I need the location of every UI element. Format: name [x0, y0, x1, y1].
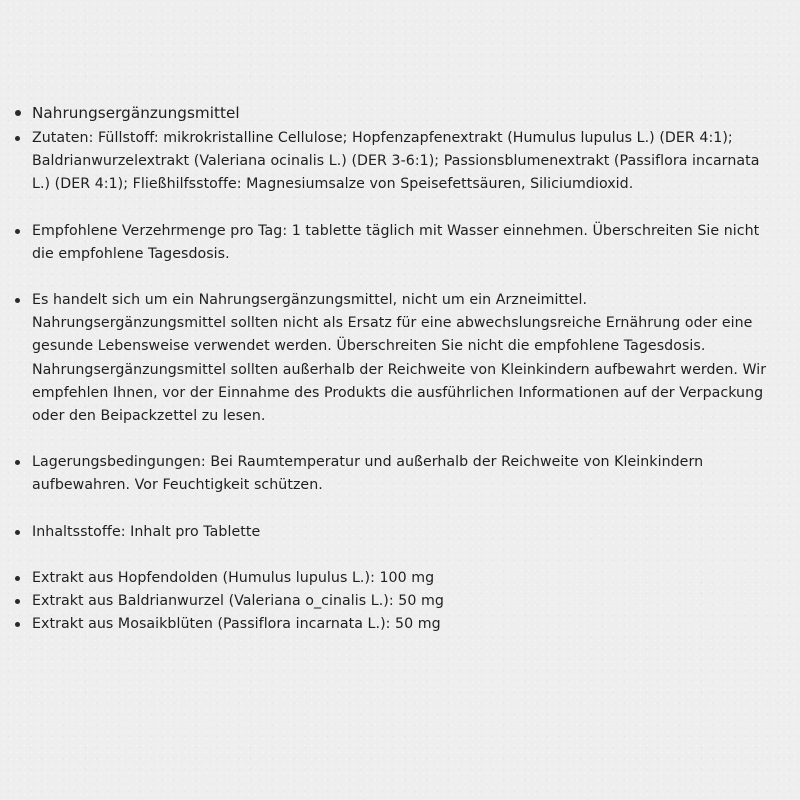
extract-item-valerian: Extrakt aus Baldrianwurzel (Valeriana o_cinalis L.): 50 mg: [12, 590, 780, 613]
extract-item-passionflower: Extrakt aus Mosaikblüten (Passiflora incarnata L.): 50 mg: [12, 613, 780, 636]
info-list: [12, 99, 780, 636]
heading-text: Nahrungsergänzungsmittel: [32, 104, 240, 122]
dosage-item: Empfohlene Verzehrmenge pro Tag: 1 tablette täglich mit Wasser einnehmen. Überschreiten Sie nicht die empfohlene Tagesdosis.: [12, 220, 780, 266]
storage-item: Lagerungsbedingungen: Bei Raumtemperatur und außerhalb der Reichweite von Kleinkindern aufbewahren. Vor Feuchtigkeit schützen.: [12, 451, 780, 497]
ingredients-item: Zutaten: Füllstoff: mikrokristalline Cellulose; Hopfenzapfenextrakt (Humulus lupulus L.) (DER 4:1); Baldrianwurzelextrakt (Valeriana ocinalis L.) (DER 3-6:1); Passionsblumenextrakt (Passiflora incarnata L.) (DER 4:1); Fließhilfsstoffe: Magnesiumsalze von Speisefettsäuren, Siliciumdioxid.: [12, 127, 780, 197]
document-heading: [12, 99, 780, 127]
disclaimer-item: Es handelt sich um ein Nahrungsergänzungsmittel, nicht um ein Arzneimittel. Nahrungsergänzungsmittel sollten nicht als Ersatz für eine abwechslungsreiche Ernährung oder eine gesunde Lebensweise verwendet werden. Überschreiten Sie nicht die empfohlene Tagesdosis. Nahrungsergänzungsmittel sollten außerhalb der Reichweite von Kleinkindern aufbewahrt werden. Wir empfehlen Ihnen, vor der Einnahme des Produkts die ausführlichen Informationen auf der Verpackung oder den Beipackzettel zu lesen.: [12, 289, 780, 428]
contents-label-item: Inhaltsstoffe: Inhalt pro Tablette: [12, 521, 780, 544]
extract-item-hops: Extrakt aus Hopfendolden (Humulus lupulus L.): 100 mg: [12, 567, 780, 590]
